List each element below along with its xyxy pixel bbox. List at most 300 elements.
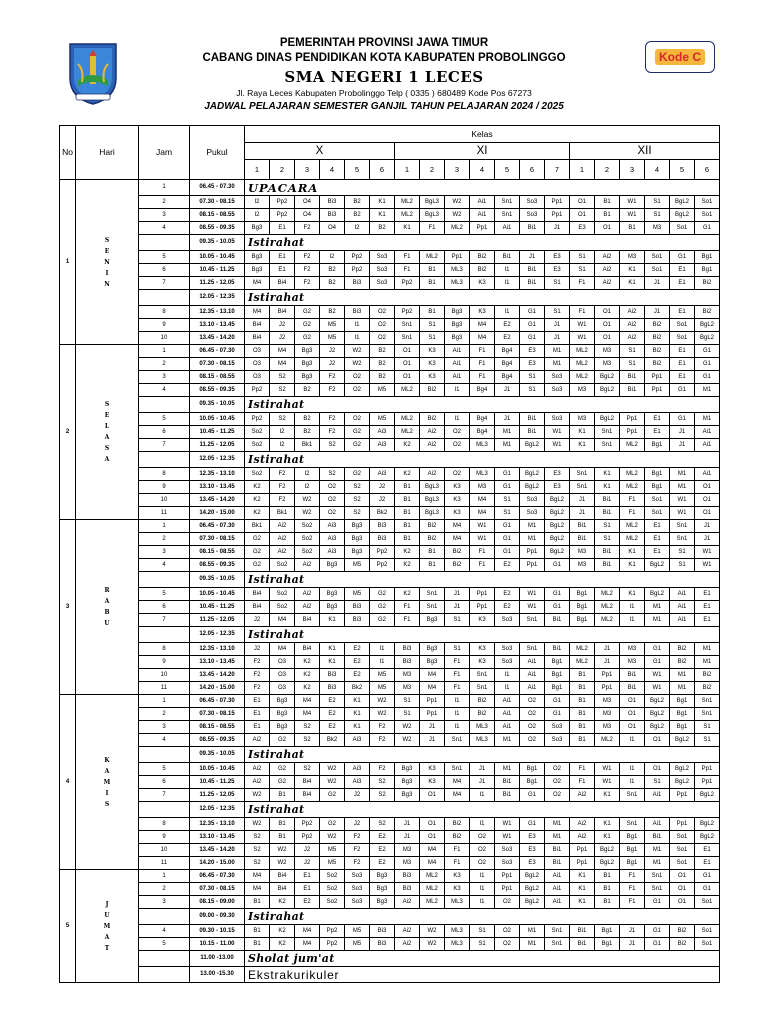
day-name-letter: S bbox=[104, 445, 110, 452]
period-number: 9 bbox=[139, 831, 190, 844]
subject-cell: BgL3 bbox=[420, 196, 445, 209]
subject-cell: Pp1 bbox=[545, 209, 570, 222]
subject-cell: O2 bbox=[545, 763, 570, 776]
subject-cell: G1 bbox=[520, 818, 545, 831]
subject-cell: Pp2 bbox=[270, 209, 295, 222]
col-header-hari: Hari bbox=[76, 126, 139, 180]
subject-cell: Sn1 bbox=[695, 708, 720, 721]
subject-cell: So1 bbox=[670, 831, 695, 844]
subject-cell: E2 bbox=[495, 332, 520, 345]
subject-cell: K3 bbox=[420, 345, 445, 358]
subject-cell: O2 bbox=[470, 831, 495, 844]
ekstrakurikuler-label: Ekstrakurikuler bbox=[245, 967, 720, 983]
subject-cell: BgL2 bbox=[695, 332, 720, 345]
subject-cell: K3 bbox=[470, 656, 495, 669]
subject-cell: BgL2 bbox=[520, 883, 545, 896]
subject-cell: F2 bbox=[370, 721, 395, 734]
subject-cell: Pp1 bbox=[695, 763, 720, 776]
subject-cell: I1 bbox=[620, 776, 645, 789]
subject-cell: Bg1 bbox=[520, 776, 545, 789]
subject-cell: So1 bbox=[695, 938, 720, 951]
period-number bbox=[139, 572, 190, 588]
subject-cell: J1 bbox=[645, 277, 670, 290]
period-time: 06.45 - 07.30 bbox=[190, 520, 245, 533]
subject-cell: F1 bbox=[570, 763, 595, 776]
subject-cell: Ai1 bbox=[695, 439, 720, 452]
subject-cell: Bi1 bbox=[520, 426, 545, 439]
subject-cell: Bi1 bbox=[520, 277, 545, 290]
day-name bbox=[76, 870, 139, 983]
subject-cell: M3 bbox=[620, 251, 645, 264]
period-time: 08.15 - 08.55 bbox=[190, 209, 245, 222]
subject-cell: S1 bbox=[620, 358, 645, 371]
period-number: 3 bbox=[139, 896, 190, 909]
subject-cell: ML2 bbox=[420, 251, 445, 264]
subject-cell: J1 bbox=[645, 306, 670, 319]
subject-cell: Ai1 bbox=[545, 896, 570, 909]
subject-cell: E1 bbox=[645, 520, 670, 533]
subject-cell: O2 bbox=[320, 481, 345, 494]
subject-cell: K2 bbox=[395, 559, 420, 572]
subject-cell: ML2 bbox=[395, 413, 420, 426]
subject-cell: M5 bbox=[320, 857, 345, 870]
subject-cell: M4 bbox=[270, 358, 295, 371]
subject-cell: W1 bbox=[470, 533, 495, 546]
subject-cell: So3 bbox=[520, 196, 545, 209]
schedule-row bbox=[60, 468, 720, 481]
subject-cell: K2 bbox=[295, 682, 320, 695]
subject-cell: I2 bbox=[320, 251, 345, 264]
subject-cell: K2 bbox=[395, 588, 420, 601]
subject-cell: G1 bbox=[695, 358, 720, 371]
subject-cell: M1 bbox=[495, 734, 520, 747]
subject-cell: E1 bbox=[245, 721, 270, 734]
subject-cell: E3 bbox=[545, 251, 570, 264]
period-time: 10.15 - 11.00 bbox=[190, 938, 245, 951]
subject-cell: ML2 bbox=[395, 384, 420, 397]
subject-cell: K1 bbox=[370, 196, 395, 209]
subject-cell: Bi2 bbox=[470, 708, 495, 721]
subject-cell: G1 bbox=[495, 520, 520, 533]
period-number: 3 bbox=[139, 371, 190, 384]
subject-cell: K1 bbox=[620, 546, 645, 559]
subject-cell: G2 bbox=[370, 614, 395, 627]
subject-cell: Bi4 bbox=[245, 319, 270, 332]
subject-cell: Bi4 bbox=[270, 306, 295, 319]
subject-cell: Sn1 bbox=[420, 601, 445, 614]
period-time: 11.25 - 12.05 bbox=[190, 439, 245, 452]
subject-cell: F2 bbox=[295, 222, 320, 235]
subject-cell: E1 bbox=[695, 588, 720, 601]
subject-cell: K3 bbox=[445, 507, 470, 520]
subject-cell: B2 bbox=[295, 426, 320, 439]
period-number: 3 bbox=[139, 209, 190, 222]
subject-cell: B1 bbox=[420, 559, 445, 572]
subject-cell: Ai1 bbox=[445, 371, 470, 384]
subject-cell: G1 bbox=[495, 468, 520, 481]
schedule-row bbox=[60, 251, 720, 264]
subject-cell: I1 bbox=[495, 264, 520, 277]
subject-cell: Bk1 bbox=[295, 439, 320, 452]
period-time: 12.05 - 12.35 bbox=[190, 627, 245, 643]
subject-cell: O3 bbox=[245, 358, 270, 371]
subject-cell: So2 bbox=[295, 520, 320, 533]
istirahat-label: Istirahat bbox=[245, 909, 720, 925]
schedule-row bbox=[60, 196, 720, 209]
period-time: 10.45 - 11.25 bbox=[190, 776, 245, 789]
subject-cell: F2 bbox=[345, 857, 370, 870]
subject-cell: Bg3 bbox=[270, 695, 295, 708]
period-time: 11.25 - 12.05 bbox=[190, 789, 245, 802]
schedule-row bbox=[60, 734, 720, 747]
subject-cell: Bi1 bbox=[595, 559, 620, 572]
subject-cell: So1 bbox=[645, 494, 670, 507]
subject-cell: G1 bbox=[545, 695, 570, 708]
subject-cell: W2 bbox=[445, 209, 470, 222]
subject-cell: E1 bbox=[645, 413, 670, 426]
subject-cell: Bi2 bbox=[445, 818, 470, 831]
subject-cell: Bg1 bbox=[620, 857, 645, 870]
subject-cell: B2 bbox=[370, 222, 395, 235]
schedule-row bbox=[60, 925, 720, 938]
subject-cell: I1 bbox=[370, 656, 395, 669]
subject-cell: M5 bbox=[320, 332, 345, 345]
subject-cell: So1 bbox=[670, 844, 695, 857]
subject-cell: Ai2 bbox=[620, 319, 645, 332]
subject-cell: I1 bbox=[620, 601, 645, 614]
subject-cell: Bi1 bbox=[495, 776, 520, 789]
subject-cell: Bi1 bbox=[545, 614, 570, 627]
period-time: 12.05 - 12.35 bbox=[190, 802, 245, 818]
subject-cell: G1 bbox=[520, 306, 545, 319]
period-time: 13.00 -15.30 bbox=[190, 967, 245, 983]
subject-cell: Pp2 bbox=[370, 559, 395, 572]
class-number: 4 bbox=[470, 160, 495, 180]
subject-cell: Ai1 bbox=[545, 870, 570, 883]
subject-cell: BgL2 bbox=[595, 371, 620, 384]
subject-cell: Bg3 bbox=[245, 251, 270, 264]
subject-cell: M4 bbox=[445, 776, 470, 789]
period-number: 4 bbox=[139, 559, 190, 572]
period-time: 13.45 - 14.20 bbox=[190, 494, 245, 507]
subject-cell: Bi2 bbox=[420, 533, 445, 546]
subject-cell: O2 bbox=[545, 776, 570, 789]
subject-cell: Bg4 bbox=[495, 371, 520, 384]
subject-cell: J2 bbox=[370, 481, 395, 494]
subject-cell: M1 bbox=[645, 614, 670, 627]
subject-cell: M4 bbox=[270, 614, 295, 627]
period-time: 11.00 -13.00 bbox=[190, 951, 245, 967]
subject-cell: J1 bbox=[495, 413, 520, 426]
subject-cell: J1 bbox=[420, 721, 445, 734]
subject-cell: F2 bbox=[345, 844, 370, 857]
subject-cell: Bi3 bbox=[320, 669, 345, 682]
subject-cell: Pp1 bbox=[470, 601, 495, 614]
subject-cell: Bg3 bbox=[345, 546, 370, 559]
header-province: PEMERINTAH PROVINSI JAWA TIMUR bbox=[279, 37, 489, 49]
subject-cell: B2 bbox=[295, 384, 320, 397]
subject-cell: E1 bbox=[295, 883, 320, 896]
subject-cell: Pp1 bbox=[420, 695, 445, 708]
subject-cell: W1 bbox=[470, 520, 495, 533]
period-number: 8 bbox=[139, 306, 190, 319]
subject-cell: M1 bbox=[545, 358, 570, 371]
istirahat-label: Istirahat bbox=[245, 802, 720, 818]
subject-cell: W2 bbox=[320, 831, 345, 844]
subject-cell: M1 bbox=[495, 439, 520, 452]
subject-cell: Bi4 bbox=[295, 614, 320, 627]
subject-cell: B2 bbox=[295, 413, 320, 426]
period-time: 13.10 - 13.45 bbox=[190, 481, 245, 494]
period-number: 6 bbox=[139, 264, 190, 277]
subject-cell: Sn1 bbox=[620, 789, 645, 802]
subject-cell: E1 bbox=[270, 222, 295, 235]
subject-cell: W1 bbox=[520, 601, 545, 614]
subject-cell: F2 bbox=[320, 413, 345, 426]
subject-cell: Ai3 bbox=[370, 468, 395, 481]
subject-cell: O2 bbox=[345, 371, 370, 384]
subject-cell: BgL2 bbox=[645, 721, 670, 734]
day-name bbox=[76, 345, 139, 520]
subject-cell: M4 bbox=[470, 507, 495, 520]
subject-cell: Bg1 bbox=[620, 844, 645, 857]
istirahat-label: Istirahat bbox=[245, 572, 720, 588]
subject-cell: Sn1 bbox=[495, 196, 520, 209]
subject-cell: F1 bbox=[470, 546, 495, 559]
subject-cell: M4 bbox=[445, 520, 470, 533]
period-number: 7 bbox=[139, 614, 190, 627]
subject-cell: Bg3 bbox=[320, 601, 345, 614]
subject-cell: So3 bbox=[495, 656, 520, 669]
day-name-letter: A bbox=[104, 456, 110, 463]
subject-cell: W1 bbox=[620, 209, 645, 222]
subject-cell: I1 bbox=[470, 818, 495, 831]
subject-cell: Bi3 bbox=[395, 870, 420, 883]
day-number: 2 bbox=[60, 345, 76, 520]
day-name-letters bbox=[76, 899, 138, 954]
subject-cell: K1 bbox=[595, 481, 620, 494]
period-number: 11 bbox=[139, 682, 190, 695]
subject-cell: S1 bbox=[445, 614, 470, 627]
subject-cell: W1 bbox=[545, 439, 570, 452]
subject-cell: Sn1 bbox=[670, 533, 695, 546]
subject-cell: K1 bbox=[320, 614, 345, 627]
subject-cell: BgL2 bbox=[695, 319, 720, 332]
subject-cell: Ai1 bbox=[495, 721, 520, 734]
subject-cell: Ai2 bbox=[595, 264, 620, 277]
subject-cell: F1 bbox=[420, 222, 445, 235]
col-header-kelas: Kelas bbox=[245, 126, 720, 143]
day-name-letters bbox=[76, 755, 138, 810]
period-number: 6 bbox=[139, 426, 190, 439]
subject-cell: G2 bbox=[320, 818, 345, 831]
header-school-name: SMA NEGERI 1 LECES bbox=[284, 68, 484, 86]
subject-cell: So2 bbox=[295, 533, 320, 546]
subject-cell: Bg3 bbox=[345, 533, 370, 546]
period-time: 10.05 - 10.45 bbox=[190, 763, 245, 776]
subject-cell: Pp1 bbox=[595, 682, 620, 695]
istirahat-label: Istirahat bbox=[245, 235, 720, 251]
subject-cell: G1 bbox=[495, 481, 520, 494]
upacara-label: UPACARA bbox=[245, 180, 720, 196]
subject-cell: J2 bbox=[270, 319, 295, 332]
subject-cell: Bg1 bbox=[570, 614, 595, 627]
period-time: 08.55 - 09.35 bbox=[190, 734, 245, 747]
subject-cell: M1 bbox=[695, 643, 720, 656]
subject-cell: B1 bbox=[395, 520, 420, 533]
subject-cell: BgL2 bbox=[520, 896, 545, 909]
subject-cell: F1 bbox=[570, 277, 595, 290]
subject-cell: Pp1 bbox=[670, 818, 695, 831]
subject-cell: O2 bbox=[370, 306, 395, 319]
subject-cell: B1 bbox=[570, 695, 595, 708]
subject-cell: B1 bbox=[395, 533, 420, 546]
subject-cell: Bg1 bbox=[595, 925, 620, 938]
subject-cell: W2 bbox=[270, 857, 295, 870]
period-time: 08.15 - 08.55 bbox=[190, 546, 245, 559]
subject-cell: Bi3 bbox=[320, 209, 345, 222]
subject-cell: O2 bbox=[520, 734, 545, 747]
subject-cell: BgL2 bbox=[645, 708, 670, 721]
subject-cell: O1 bbox=[595, 319, 620, 332]
subject-cell: Bi4 bbox=[245, 332, 270, 345]
subject-cell: G2 bbox=[320, 789, 345, 802]
subject-cell: O2 bbox=[345, 413, 370, 426]
period-number bbox=[139, 909, 190, 925]
subject-cell: K1 bbox=[395, 222, 420, 235]
subject-cell: So1 bbox=[645, 251, 670, 264]
day-name-letter: A bbox=[104, 767, 110, 775]
subject-cell: BgL2 bbox=[595, 857, 620, 870]
period-number: 7 bbox=[139, 439, 190, 452]
subject-cell: ML2 bbox=[595, 601, 620, 614]
subject-cell: Bi2 bbox=[645, 345, 670, 358]
subject-cell: Bi1 bbox=[595, 507, 620, 520]
subject-cell: So3 bbox=[345, 883, 370, 896]
schedule-row bbox=[60, 776, 720, 789]
subject-cell: I1 bbox=[445, 695, 470, 708]
subject-cell: O1 bbox=[620, 695, 645, 708]
subject-cell: B1 bbox=[270, 831, 295, 844]
subject-cell: G1 bbox=[645, 925, 670, 938]
subject-cell: Bi1 bbox=[620, 669, 645, 682]
subject-cell: Pp1 bbox=[695, 776, 720, 789]
subject-cell: So1 bbox=[695, 196, 720, 209]
subject-cell: BgL2 bbox=[670, 734, 695, 747]
subject-cell: Bi2 bbox=[645, 319, 670, 332]
subject-cell: Sn1 bbox=[645, 870, 670, 883]
subject-cell: Sn1 bbox=[495, 209, 520, 222]
subject-cell: B1 bbox=[395, 507, 420, 520]
subject-cell: G1 bbox=[495, 546, 520, 559]
period-time: 06.45 - 07.30 bbox=[190, 695, 245, 708]
subject-cell: Bg3 bbox=[395, 763, 420, 776]
subject-cell: ML2 bbox=[420, 883, 445, 896]
subject-cell: So3 bbox=[495, 643, 520, 656]
subject-cell: Bk2 bbox=[320, 734, 345, 747]
subject-cell: G1 bbox=[695, 345, 720, 358]
subject-cell: F2 bbox=[370, 734, 395, 747]
subject-cell: BgL2 bbox=[545, 533, 570, 546]
subject-cell: M1 bbox=[495, 426, 520, 439]
subject-cell: G2 bbox=[245, 546, 270, 559]
subject-cell: B1 bbox=[420, 306, 445, 319]
subject-cell: Bi2 bbox=[420, 413, 445, 426]
header-title: JADWAL PELAJARAN SEMESTER GANJIL TAHUN PELAJARAN 2024 / 2025 bbox=[204, 101, 564, 112]
period-time: 10.05 - 10.45 bbox=[190, 588, 245, 601]
day-name bbox=[76, 180, 139, 345]
subject-cell: Pp2 bbox=[245, 384, 270, 397]
schedule-row bbox=[60, 358, 720, 371]
subject-cell: G2 bbox=[345, 426, 370, 439]
period-number: 3 bbox=[139, 546, 190, 559]
subject-cell: Bg1 bbox=[620, 831, 645, 844]
subject-cell: J2 bbox=[345, 818, 370, 831]
class-number: 6 bbox=[370, 160, 395, 180]
subject-cell: I2 bbox=[295, 481, 320, 494]
subject-cell: Ai2 bbox=[595, 251, 620, 264]
subject-cell: Bi3 bbox=[395, 656, 420, 669]
subject-cell: B1 bbox=[570, 734, 595, 747]
subject-cell: Bi4 bbox=[245, 588, 270, 601]
subject-cell: G2 bbox=[295, 332, 320, 345]
subject-cell: BgL2 bbox=[520, 481, 545, 494]
subject-cell: Ai1 bbox=[645, 789, 670, 802]
subject-cell: F2 bbox=[270, 468, 295, 481]
subject-cell: O1 bbox=[595, 222, 620, 235]
subject-cell: O1 bbox=[570, 209, 595, 222]
subject-cell: W1 bbox=[645, 669, 670, 682]
subject-cell: Bi3 bbox=[370, 520, 395, 533]
subject-cell: J1 bbox=[445, 588, 470, 601]
day-name-letter: L bbox=[104, 423, 110, 430]
class-number: 3 bbox=[620, 160, 645, 180]
subject-cell: J1 bbox=[445, 601, 470, 614]
subject-cell: E3 bbox=[570, 222, 595, 235]
schedule-row bbox=[60, 883, 720, 896]
subject-cell: I1 bbox=[495, 682, 520, 695]
subject-cell: BgL3 bbox=[420, 494, 445, 507]
subject-cell: Bg3 bbox=[395, 789, 420, 802]
subject-cell: ML3 bbox=[470, 468, 495, 481]
subject-cell: Bg3 bbox=[295, 358, 320, 371]
period-number: 2 bbox=[139, 883, 190, 896]
day-name-letter: U bbox=[104, 620, 110, 627]
schedule-row bbox=[60, 332, 720, 345]
subject-cell: M4 bbox=[470, 494, 495, 507]
period-number: 1 bbox=[139, 180, 190, 196]
subject-cell: S1 bbox=[695, 721, 720, 734]
schedule-row bbox=[60, 546, 720, 559]
subject-cell: S2 bbox=[345, 507, 370, 520]
class-number: 2 bbox=[270, 160, 295, 180]
subject-cell: I1 bbox=[445, 384, 470, 397]
subject-cell: Ai2 bbox=[270, 546, 295, 559]
subject-cell: K1 bbox=[595, 789, 620, 802]
period-time: 07.30 - 08.15 bbox=[190, 533, 245, 546]
day-name-letters bbox=[76, 399, 138, 465]
schedule-row bbox=[60, 643, 720, 656]
subject-cell: Ai1 bbox=[645, 818, 670, 831]
subject-cell: Bg3 bbox=[445, 319, 470, 332]
subject-cell: M1 bbox=[670, 682, 695, 695]
subject-cell: B1 bbox=[595, 870, 620, 883]
subject-cell: O1 bbox=[420, 831, 445, 844]
subject-cell: Sn1 bbox=[520, 643, 545, 656]
subject-cell: M4 bbox=[245, 870, 270, 883]
subject-cell: O2 bbox=[495, 896, 520, 909]
subject-cell: Ai2 bbox=[395, 925, 420, 938]
